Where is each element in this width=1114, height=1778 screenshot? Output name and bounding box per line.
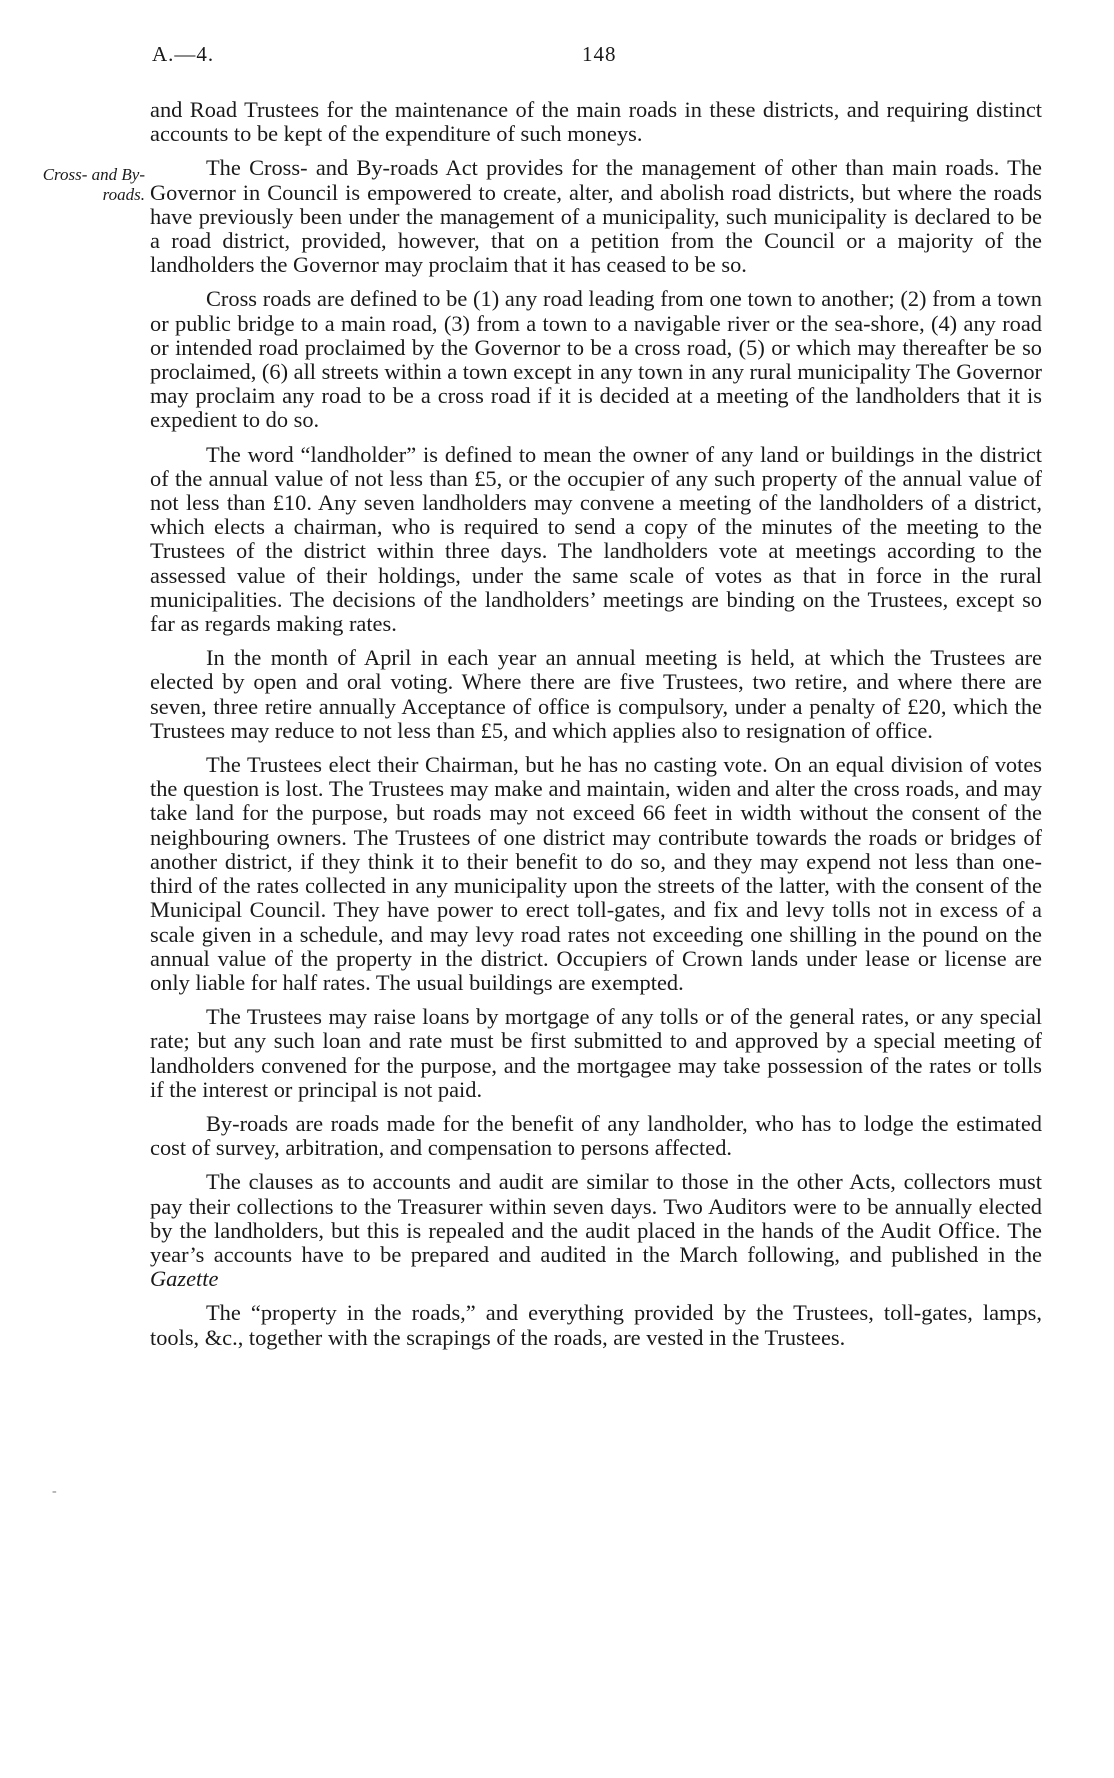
paragraph-7: The Trustees may raise loans by mortgage of any tolls or of the general rates, or any special rate; but any such loan and rate must be first submitted to and approved by a special meeting of landholders convened for the purpose, and the mortgagee may take possession of the rates or tolls if the interest or principal is not paid.: [150, 1004, 1042, 1102]
paragraph-9: [150, 1170, 1042, 1291]
paragraph-10: The “property in the roads,” and everything provided by the Trustees, toll-gates, lamps, tools, &c., together with the scrapings of the roads, are vested in the Trustees.: [150, 1300, 1042, 1350]
paragraph-8: By-roads are roads made for the benefit of any landholder, who has to lodge the estimated cost of survey, arbitration, and compensation to persons affected.: [150, 1110, 1042, 1161]
page-header: [152, 42, 1052, 72]
body-text: [150, 98, 1042, 1360]
margin-note: Cross- and By-roads.: [42, 165, 145, 204]
paragraph-2: The Cross- and By-roads Act provides for the management of other than main roads. The Governor in Council is empowered to create, alter, and abolish road districts, but where the roads have previously been under the management of a municipality, such municipality is declared to be a road district, provided, however, that on a petition from the Council or a majority of the landholders the Governor may proclaim that it has ceased to be so.: [150, 155, 1042, 278]
margin-tick: -: [52, 1484, 57, 1499]
paragraph-3: Cross roads are defined to be (1) any road leading from one town to another; (2) from a town or public bridge to a main road, (3) from a town to a navigable river or the sea-shore, (4) any road or intended road proclaimed by the Governor to be a cross road, (5) or which may thereafter be so proclaimed, (6) all streets within a town except in any town in any rural municipality The Governor may proclaim any road to be a cross road if it is decided at a meeting of the landholders that it is expedient to do so.: [150, 286, 1042, 433]
paragraph-6: The Trustees elect their Chairman, but he has no casting vote. On an equal division of votes the question is lost. The Trustees may make and maintain, widen and alter the cross roads, and may take land for the purpose, but roads may not exceed 66 feet in width without the consent of the neighbouring owners. The Trustees of one district may contribute towards the roads or bridges of another district, if they think it to their benefit to do so, and they may expend not less than one-third of the rates collected in any municipality upon the streets of the latter, with the consent of the Municipal Council. They have power to erect toll-gates, and fix and levy tolls not in excess of a scale given in a schedule, and may levy road rates not exceeding one shilling in the pound on the annual value of the property in the district. Occupiers of Crown lands under lease or license are only liable for half rates. The usual buildings are exempted.: [150, 752, 1042, 995]
paragraph-9-text: The clauses as to accounts and audit are similar to those in the other Acts, collectors must pay their collections to the Treasurer within seven days. Two Auditors were to be annually elected by the landholders, but this is repealed and the audit placed in the hands of the Audit Office. The year’s accounts have to be prepared and audited in the March following, and published in the: [150, 1169, 1042, 1267]
page-number: 148: [582, 42, 617, 66]
gazette-word: Gazette: [150, 1266, 219, 1292]
paragraph-1: and Road Trustees for the maintenance of the main roads in these districts, and requiring distinct accounts to be kept of the expenditure of such moneys.: [150, 97, 1042, 147]
series-reference: A.—4.: [152, 42, 215, 66]
paragraph-4: The word “landholder” is defined to mean the owner of any land or buildings in the district of the annual value of not less than £5, or the occupier of any such property of the annual value of not less than £10. Any seven landholders may convene a meeting of the landholders of a district, which elects a chairman, who is required to send a copy of the minutes of the meeting to the Trustees of the district within three days. The landholders vote at meetings according to the assessed value of their holdings, under the same scale of votes as that in force in the rural municipalities. The decisions of the landholders’ meetings are binding on the Trustees, except so far as regards making rates.: [150, 441, 1042, 637]
paragraph-5: In the month of April in each year an annual meeting is held, at which the Trustees are elected by open and oral voting. Where there are five Trustees, two retire, and where there are seven, three retire annually Acceptance of office is compulsory, under a penalty of £20, which the Trustees may reduce to not less than £5, and which applies also to resignation of office.: [150, 645, 1042, 743]
